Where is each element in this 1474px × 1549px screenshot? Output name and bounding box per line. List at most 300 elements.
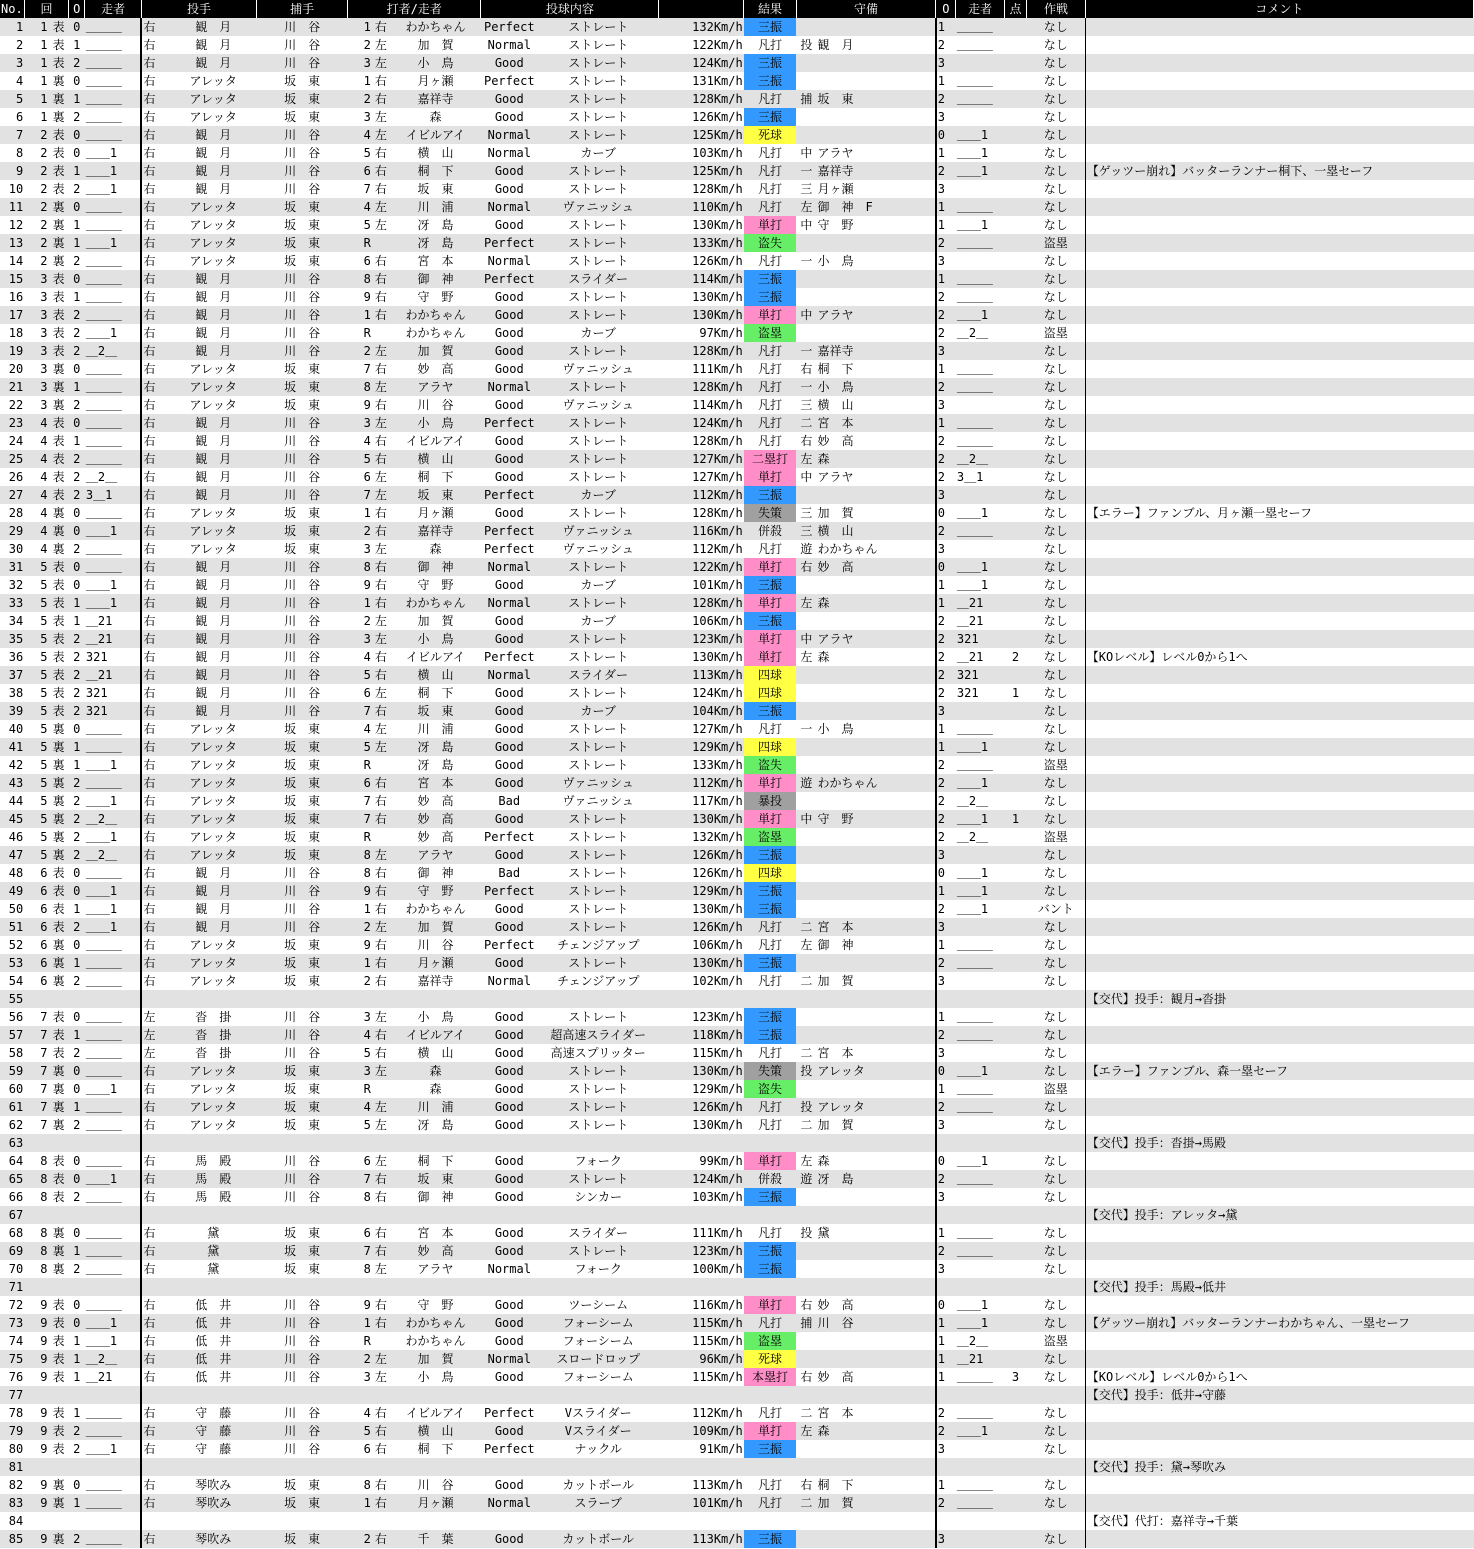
cell-comment [1085, 756, 1473, 774]
cell-pitch-speed: 130Km/h [692, 1063, 743, 1078]
cell-strategy: なし [1027, 1422, 1086, 1440]
cell-fielder-pos: 二 [800, 1117, 813, 1132]
cell-fielder-pos [796, 864, 816, 882]
col-header-runners[interactable]: 走者 [85, 0, 142, 18]
cell-outs-after: 3 [937, 487, 945, 502]
table-row[interactable] [0, 594, 1474, 612]
cell-pitcher-hand: 右 [143, 1333, 156, 1348]
cell-pitch-speed: 112Km/h [692, 1405, 743, 1420]
table-row[interactable] [0, 522, 1474, 540]
cell-comment [1085, 288, 1473, 306]
table-row[interactable] [0, 792, 1474, 810]
cell-catcher-name: 坂 東 [284, 1477, 321, 1492]
table-row[interactable] [0, 1530, 1474, 1548]
cell-strategy: なし [1027, 540, 1086, 558]
cell-pitcher-name: 観 月 [195, 19, 232, 34]
cell-pitcher-hand: 右 [143, 667, 156, 682]
cell-outs-after [936, 990, 956, 1008]
table-row[interactable] [0, 198, 1474, 216]
cell-fielder-pos: 投 [800, 1063, 813, 1078]
cell-row-no: 39 [8, 703, 24, 718]
cell-outs-after: 2 [937, 235, 945, 250]
cell-runs-scored [1004, 702, 1026, 720]
cell-comment: 【ゲッツー崩れ】バッターランナーわかちゃん、一塁セーフ [1086, 1315, 1410, 1330]
cell-half: 表 [52, 307, 65, 322]
table-row[interactable] [0, 72, 1474, 90]
table-row[interactable] [0, 18, 1474, 36]
table-row[interactable] [0, 486, 1474, 504]
cell-runners-before: 321 [85, 648, 142, 666]
cell-catcher-name [257, 1458, 348, 1476]
cell-pitch-quality: Perfect [483, 937, 535, 952]
cell-fielder-name: わかちゃん [816, 540, 935, 558]
cell-fielder-name [816, 828, 935, 846]
table-row[interactable] [0, 864, 1474, 882]
cell-runners-before: ＿＿1 [85, 756, 142, 774]
table-row[interactable] [0, 1296, 1474, 1314]
table-row[interactable] [0, 1206, 1474, 1224]
cell-pitcher-hand: 右 [143, 1405, 156, 1420]
cell-batter-hand: 右 [374, 307, 387, 322]
cell-pitcher-name [170, 1386, 257, 1404]
cell-result: 凡打 [757, 919, 782, 934]
cell-batter-name: 坂 東 [417, 181, 454, 196]
table-row[interactable] [0, 1386, 1474, 1404]
cell-runs-scored [1004, 756, 1026, 774]
cell-outs-before: 2 [73, 1117, 81, 1132]
table-row[interactable] [0, 126, 1474, 144]
cell-row-no: 59 [8, 1063, 24, 1078]
cell-fielder-name [816, 702, 935, 720]
cell-runners-after [956, 396, 1005, 414]
cell-half: 裏 [52, 523, 65, 538]
cell-inning [24, 1512, 48, 1530]
table-row[interactable] [0, 54, 1474, 72]
cell-catcher-name: 坂 東 [284, 1081, 321, 1096]
cell-runners-after [956, 54, 1005, 72]
table-row[interactable] [0, 918, 1474, 936]
cell-pitcher-name: 黛 [207, 1243, 220, 1258]
cell-comment [1085, 18, 1473, 36]
table-row[interactable] [0, 954, 1474, 972]
cell-batter-name [390, 1512, 481, 1530]
table-row[interactable] [0, 540, 1474, 558]
table-row[interactable] [0, 1404, 1474, 1422]
table-row[interactable] [0, 270, 1474, 288]
table-row[interactable] [0, 1476, 1474, 1494]
cell-runners-before: ＿＿＿ [85, 1476, 142, 1494]
cell-row-no: 46 [8, 829, 24, 844]
cell-batter-hand: 右 [374, 901, 387, 916]
table-row[interactable] [0, 1368, 1474, 1386]
cell-batting-order: 8 [363, 865, 371, 880]
cell-pitch-type: ストレート [568, 163, 629, 178]
cell-batter-hand [372, 1134, 390, 1152]
table-row[interactable] [0, 1062, 1474, 1080]
table-row[interactable] [0, 288, 1474, 306]
table-row[interactable] [0, 108, 1474, 126]
cell-half: 裏 [52, 793, 65, 808]
col-header-catcher[interactable]: 捕手 [257, 0, 348, 18]
cell-runners-after: ＿＿1 [956, 307, 989, 322]
cell-result: 三振 [744, 702, 797, 720]
table-row[interactable] [0, 360, 1474, 378]
cell-catcher-name: 川 谷 [284, 1045, 321, 1060]
cell-batter-hand: 右 [374, 523, 387, 538]
table-row[interactable] [0, 162, 1474, 180]
table-row[interactable] [0, 1422, 1474, 1440]
cell-pitcher-hand: 右 [143, 793, 156, 808]
cell-strategy: 盗塁 [1027, 828, 1086, 846]
cell-row-no: 47 [8, 847, 24, 862]
cell-strategy: なし [1027, 810, 1086, 828]
cell-outs-after: 1 [937, 271, 945, 286]
cell-runners-after: ＿＿＿ [956, 433, 993, 448]
table-row[interactable] [0, 846, 1474, 864]
table-row[interactable] [0, 1512, 1474, 1530]
table-row[interactable] [0, 1314, 1474, 1332]
col-header-runs[interactable]: 点 [1004, 0, 1026, 18]
table-row[interactable] [0, 342, 1474, 360]
cell-fielder-pos: 右 [800, 1477, 813, 1492]
cell-runners-after [956, 1278, 1005, 1296]
cell-half [49, 1386, 69, 1404]
cell-batter-name: 月ヶ瀬 [417, 73, 454, 88]
table-row[interactable] [0, 774, 1474, 792]
cell-half: 裏 [52, 973, 65, 988]
cell-inning: 1 [40, 109, 48, 124]
cell-strategy: なし [1027, 108, 1086, 126]
table-row[interactable] [0, 1458, 1474, 1476]
cell-fielder-pos [796, 684, 816, 702]
cell-result: 凡打 [757, 1315, 782, 1330]
cell-fielder-pos: 中 [800, 631, 813, 646]
table-row[interactable] [0, 252, 1474, 270]
cell-outs-after: 2 [937, 901, 945, 916]
table-row[interactable] [0, 1260, 1474, 1278]
cell-outs-after: 3 [937, 847, 945, 862]
cell-pitcher-hand: 右 [143, 181, 156, 196]
cell-half: 裏 [52, 775, 65, 790]
cell-runs-scored [1004, 198, 1026, 216]
cell-inning [24, 1278, 48, 1296]
cell-catcher-name: 川 谷 [284, 469, 321, 484]
table-row[interactable] [0, 828, 1474, 846]
table-row[interactable] [0, 1116, 1474, 1134]
table-row[interactable] [0, 1278, 1474, 1296]
table-row[interactable] [0, 1440, 1474, 1458]
cell-pitch-quality: Bad [498, 865, 521, 880]
table-row[interactable] [0, 882, 1474, 900]
table-row[interactable] [0, 1188, 1474, 1206]
col-header-pitch[interactable]: 投球内容 [481, 0, 659, 18]
cell-pitcher-hand: 右 [143, 271, 156, 286]
col-header-comment[interactable]: コメント [1085, 0, 1473, 18]
cell-result: 三振 [744, 1440, 797, 1458]
table-row[interactable] [0, 1134, 1474, 1152]
cell-comment: 【交代】代打：嘉祥寺→千葉 [1086, 1513, 1238, 1528]
cell-inning: 6 [40, 901, 48, 916]
table-row[interactable] [0, 1152, 1474, 1170]
cell-catcher-name: 川 谷 [284, 613, 321, 628]
cell-outs-before: 0 [73, 199, 81, 214]
cell-batter-hand [372, 1386, 390, 1404]
table-row[interactable] [0, 612, 1474, 630]
col-header-pitcher[interactable]: 投手 [141, 0, 256, 18]
cell-outs-after [936, 1278, 956, 1296]
cell-comment [1085, 1494, 1473, 1512]
cell-catcher-name: 坂 東 [284, 1243, 321, 1258]
cell-runners-before: ＿＿＿ [85, 738, 142, 756]
table-row[interactable] [0, 1224, 1474, 1242]
cell-batting-order: 8 [363, 559, 371, 574]
cell-outs-before: 1 [73, 1027, 81, 1042]
cell-fielder-name [816, 324, 935, 342]
cell-pitch-speed: 123Km/h [692, 631, 743, 646]
cell-runs-scored [1004, 1026, 1026, 1044]
cell-outs-after: 1 [937, 1081, 945, 1096]
cell-pitch-speed: 116Km/h [692, 523, 743, 538]
cell-outs-before [69, 1458, 85, 1476]
cell-batter-name: 御 神 [417, 559, 454, 574]
table-row[interactable] [0, 720, 1474, 738]
table-row[interactable] [0, 90, 1474, 108]
cell-inning: 5 [40, 703, 48, 718]
cell-strategy [1027, 1512, 1086, 1530]
table-row[interactable] [0, 900, 1474, 918]
cell-runners-before: 321 [85, 684, 142, 702]
table-row[interactable] [0, 756, 1474, 774]
cell-batting-order: 6 [363, 469, 371, 484]
cell-comment [1085, 666, 1473, 684]
cell-runners-before: ＿＿1 [85, 882, 142, 900]
col-header-outs[interactable]: O [69, 0, 85, 18]
cell-pitch-type: ストレート [568, 1081, 629, 1096]
table-row[interactable] [0, 378, 1474, 396]
cell-result: 四球 [744, 864, 797, 882]
table-row[interactable] [0, 1350, 1474, 1368]
cell-inning: 2 [40, 127, 48, 142]
cell-fielder-name: 嘉祥寺 [816, 342, 935, 360]
table-row[interactable] [0, 1494, 1474, 1512]
cell-pitcher-name: 観 月 [195, 343, 232, 358]
table-row[interactable] [0, 630, 1474, 648]
cell-fielder-name [816, 666, 935, 684]
table-row[interactable] [0, 1026, 1474, 1044]
table-row[interactable] [0, 648, 1474, 666]
table-row[interactable] [0, 414, 1474, 432]
table-row[interactable] [0, 180, 1474, 198]
cell-inning: 5 [40, 685, 48, 700]
table-row[interactable] [0, 1044, 1474, 1062]
table-row[interactable] [0, 990, 1474, 1008]
cell-pitch-speed: 126Km/h [692, 847, 743, 862]
cell-pitch-type: ヴァニッシュ [562, 775, 634, 790]
cell-catcher-name: 坂 東 [284, 829, 321, 844]
cell-half: 裏 [52, 1531, 65, 1546]
table-row[interactable] [0, 810, 1474, 828]
cell-batter-hand: 右 [374, 865, 387, 880]
col-header-strategy[interactable]: 作戦 [1027, 0, 1086, 18]
table-row[interactable] [0, 702, 1474, 720]
cell-pitcher-hand: 右 [143, 1099, 156, 1114]
cell-runs-scored [1004, 1314, 1026, 1332]
cell-row-no: 1 [16, 19, 24, 34]
table-row[interactable] [0, 324, 1474, 342]
cell-batter-name: 妙 高 [417, 361, 454, 376]
cell-outs-after [936, 1512, 956, 1530]
col-header-outs-after[interactable]: O [936, 0, 956, 18]
table-row[interactable] [0, 504, 1474, 522]
table-row[interactable] [0, 432, 1474, 450]
col-header-batter[interactable]: 打者/走者 [348, 0, 481, 18]
cell-outs-after: 1 [937, 19, 945, 34]
cell-result: 併殺 [757, 1171, 782, 1186]
table-row[interactable] [0, 1080, 1474, 1098]
cell-runners-before: ＿＿＿ [85, 954, 142, 972]
table-row[interactable] [0, 468, 1474, 486]
table-row[interactable] [0, 1008, 1474, 1026]
cell-strategy: なし [1027, 918, 1086, 936]
cell-batter-hand: 右 [374, 649, 387, 664]
cell-batter-hand: 左 [374, 1099, 387, 1114]
cell-runners-before: ＿＿＿ [85, 270, 142, 288]
cell-fielder-name [816, 1026, 935, 1044]
cell-pitch-quality: Good [494, 1027, 524, 1042]
table-row[interactable] [0, 450, 1474, 468]
cell-runners-before: ＿＿1 [85, 792, 142, 810]
table-row[interactable] [0, 1170, 1474, 1188]
cell-pitch-quality: Good [494, 91, 524, 106]
table-row[interactable] [0, 216, 1474, 234]
table-row[interactable] [0, 144, 1474, 162]
cell-pitcher-name: 観 月 [195, 865, 232, 880]
cell-row-no: 63 [8, 1135, 24, 1150]
cell-pitcher-hand: 右 [143, 289, 156, 304]
cell-batting-order: 6 [363, 253, 371, 268]
cell-outs-after: 1 [937, 145, 945, 160]
cell-pitch-type: ストレート [568, 289, 629, 304]
cell-runs-scored [1004, 90, 1026, 108]
table-row[interactable] [0, 306, 1474, 324]
cell-inning: 5 [40, 811, 48, 826]
table-row[interactable] [0, 558, 1474, 576]
table-row[interactable] [0, 234, 1474, 252]
cell-outs-after: 2 [937, 793, 945, 808]
cell-pitch-type: ストレート [568, 505, 629, 520]
table-row[interactable] [0, 576, 1474, 594]
cell-fielder-name [816, 738, 935, 756]
table-row[interactable] [0, 972, 1474, 990]
table-row[interactable] [0, 936, 1474, 954]
cell-outs-before: 1 [73, 37, 81, 52]
cell-result: 死球 [744, 126, 797, 144]
cell-batter-name: 小 鳥 [417, 1369, 454, 1384]
cell-fielder-name [816, 288, 935, 306]
table-row[interactable] [0, 396, 1474, 414]
cell-pitcher-name: 観 月 [195, 883, 232, 898]
col-header-no[interactable]: No. [0, 0, 24, 18]
cell-pitcher-hand: 右 [143, 973, 156, 988]
cell-inning: 3 [40, 307, 48, 322]
cell-fielder-name: 川 谷 [816, 1314, 935, 1332]
cell-result: 凡打 [757, 1225, 782, 1240]
table-row[interactable] [0, 1242, 1474, 1260]
cell-fielder-pos: 二 [800, 1405, 813, 1420]
cell-pitcher-hand: 右 [143, 937, 156, 952]
cell-fielder-name [816, 1080, 935, 1098]
cell-batter-name [390, 1458, 481, 1476]
cell-fielder-pos: 左 [800, 595, 813, 610]
cell-result: 三振 [744, 1026, 797, 1044]
cell-pitch-type [538, 1134, 659, 1152]
cell-runners-before: ＿21 [85, 1368, 142, 1386]
cell-catcher-name [257, 1206, 348, 1224]
cell-pitch-type: ストレート [568, 451, 629, 466]
cell-runners-after [956, 1116, 1005, 1134]
cell-row-no: 16 [8, 289, 24, 304]
cell-fielder-name: 黛 [816, 1224, 935, 1242]
col-header-speed[interactable] [659, 0, 744, 18]
cell-pitcher-hand: 右 [143, 1369, 156, 1384]
cell-half: 裏 [52, 91, 65, 106]
cell-fielder-pos [796, 1278, 816, 1296]
cell-pitch-speed: 102Km/h [692, 973, 743, 988]
cell-outs-after: 2 [937, 613, 945, 628]
cell-fielder-pos: 右 [800, 559, 813, 574]
cell-pitcher-hand: 右 [143, 505, 156, 520]
cell-inning: 3 [40, 361, 48, 376]
table-row[interactable] [0, 36, 1474, 54]
cell-batter-name: 守 野 [417, 883, 454, 898]
table-row[interactable] [0, 1332, 1474, 1350]
cell-runners-after: ＿＿＿ [956, 1099, 993, 1114]
cell-batter-name: 川 谷 [417, 937, 454, 952]
cell-pitch-speed: 126Km/h [692, 109, 743, 124]
cell-runners-before: ＿21 [85, 630, 142, 648]
cell-result: 凡打 [757, 253, 782, 268]
table-row[interactable] [0, 684, 1474, 702]
cell-catcher-name: 坂 東 [284, 109, 321, 124]
cell-runners-before: ＿＿＿ [85, 396, 142, 414]
cell-batter-hand: 右 [374, 397, 387, 412]
cell-comment [1085, 738, 1473, 756]
cell-pitch-speed: 128Km/h [692, 343, 743, 358]
cell-inning: 5 [40, 631, 48, 646]
col-header-defense[interactable]: 守備 [796, 0, 935, 18]
cell-pitcher-hand: 右 [143, 775, 156, 790]
cell-batting-order [348, 990, 372, 1008]
cell-outs-after: 1 [937, 937, 945, 952]
cell-runs-scored [1004, 36, 1026, 54]
col-header-inning[interactable]: 回 [24, 0, 68, 18]
cell-catcher-name: 坂 東 [284, 235, 321, 250]
cell-fielder-pos: 三 [800, 505, 813, 520]
cell-inning: 5 [40, 667, 48, 682]
cell-pitcher-hand: 右 [143, 739, 156, 754]
cell-batter-name: 妙 高 [417, 811, 454, 826]
cell-pitch-type: 高速スプリッター [550, 1045, 646, 1060]
col-header-result[interactable]: 結果 [744, 0, 797, 18]
cell-outs-before: 0 [73, 1297, 81, 1312]
cell-batter-name: わかちゃん [405, 901, 466, 916]
cell-catcher-name: 坂 東 [284, 811, 321, 826]
table-row[interactable] [0, 666, 1474, 684]
table-row[interactable] [0, 1098, 1474, 1116]
table-row[interactable] [0, 738, 1474, 756]
col-header-runners-after[interactable]: 走者 [956, 0, 1005, 18]
cell-batter-name: 小 鳥 [417, 631, 454, 646]
